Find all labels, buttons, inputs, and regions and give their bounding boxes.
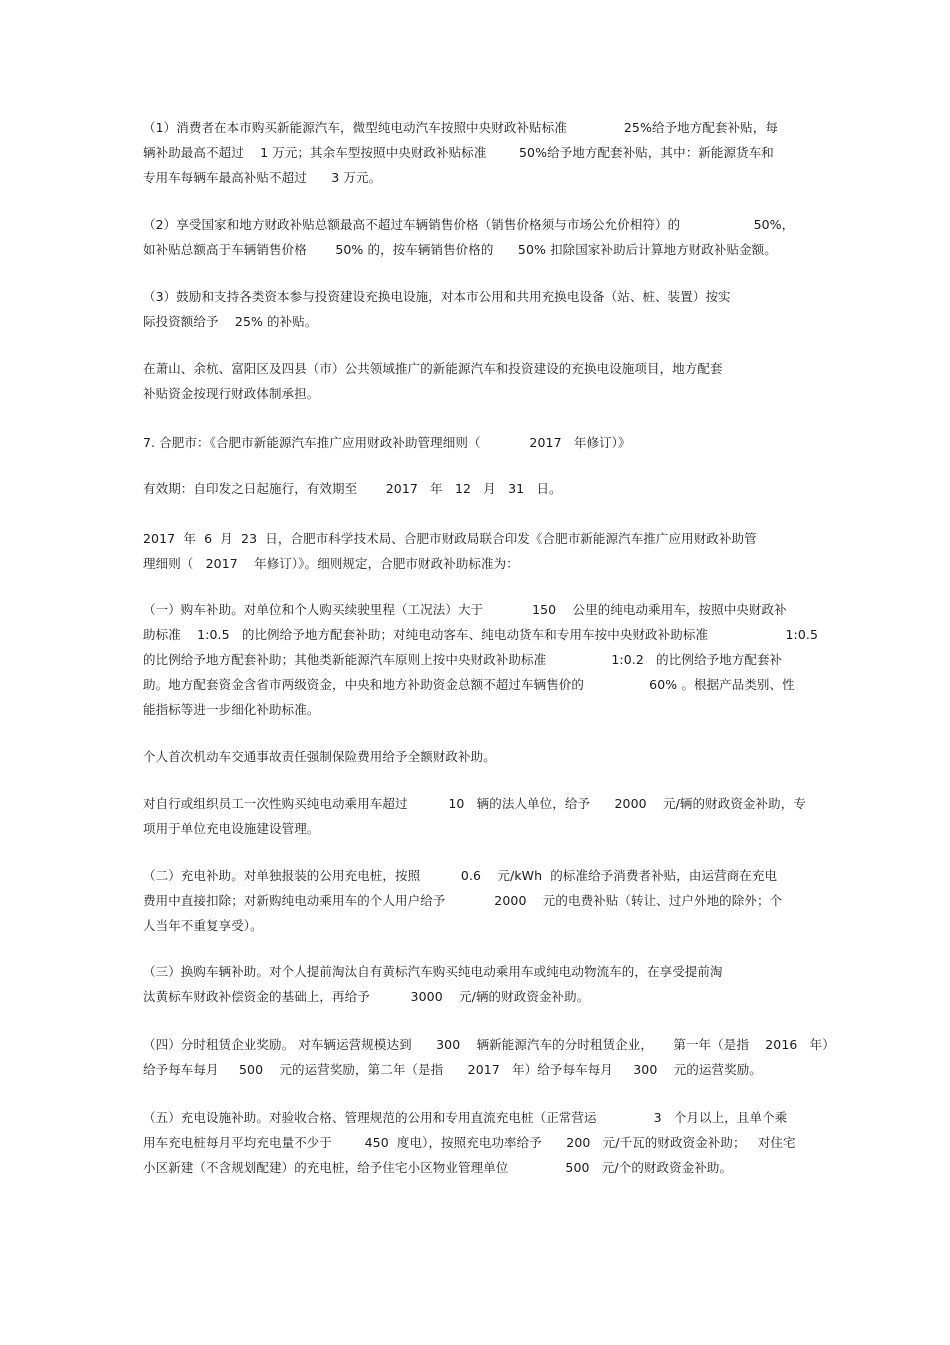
paragraph-issuance bbox=[143, 526, 813, 576]
paragraph-charging-investment bbox=[143, 284, 813, 334]
paragraph-hangzhou-purchase-subsidy bbox=[143, 115, 813, 190]
text-line: 际投资额给予 25% 的补贴。 bbox=[143, 314, 318, 329]
text-line: （1）消费者在本市购买新能源汽车，微型纯电动汽车按照中央财政补贴标准 25%给予地方配套补贴，每 bbox=[143, 120, 778, 135]
text-line: 助标准 1:0.5 的比例给予地方配套补助；对纯电动客车、纯电动货车和专用车按中央财政补助标准 1:0.5 bbox=[143, 627, 818, 642]
text-line: 如补贴总额高于车辆销售价格 50% 的，按车辆销售价格的 50% 扣除国家补助后计算地方财政补贴金额。 bbox=[143, 242, 777, 257]
text-line: 人当年不重复享受）。 bbox=[143, 918, 263, 933]
text-line: 7. 合肥市：《合肥市新能源汽车推广应用财政补助管理细则（ 2017 年修订）》 bbox=[143, 435, 631, 450]
text-line: （五）充电设施补助。对验收合格、管理规范的公用和专用直流充电桩（正常营运 3 个月以上，且单个乘 bbox=[143, 1110, 788, 1125]
paragraph-insurance-subsidy bbox=[143, 744, 813, 769]
text-line: 理细则（ 2017 年修订）》。细则规定，合肥市财政补助标准为： bbox=[143, 556, 519, 571]
text-line: （3）鼓励和支持各类资本参与投资建设充换电设施，对本市公用和共用充换电设备（站、桩、装置）按实 bbox=[143, 289, 731, 304]
paragraph-district-funding bbox=[143, 356, 813, 406]
text-line: 的比例给予地方配套补助；其他类新能源汽车原则上按中央财政补助标准 1:0.2 的比例给予地方配套补 bbox=[143, 652, 783, 667]
text-line: （三）换购车辆补助。对个人提前淘汰自有黄标汽车购买纯电动乘用车或纯电动物流车的，在享受提前淘 bbox=[143, 964, 723, 979]
text-line: 对自行或组织员工一次性购买纯电动乘用车超过 10 辆的法人单位，给予 2000 元/辆的财政资金补助，专 bbox=[143, 796, 806, 811]
text-line: 汰黄标车财政补偿资金的基础上，再给予 3000 元/辆的财政资金补助。 bbox=[143, 989, 590, 1004]
text-line: 项用于单位充电设施建设管理。 bbox=[143, 821, 320, 836]
paragraph-rental-reward bbox=[143, 1032, 835, 1082]
paragraph-charging-facility-subsidy bbox=[143, 1105, 813, 1180]
text-line: 个人首次机动车交通事故责任强制保险费用给予全额财政补助。 bbox=[143, 749, 496, 764]
paragraph-charging-subsidy bbox=[143, 863, 813, 938]
text-line: 补贴资金按现行财政体制承担。 bbox=[143, 386, 320, 401]
text-line: 费用中直接扣除；对新购纯电动乘用车的个人用户给予 2000 元的电费补贴（转让、过户外地的除外；个 bbox=[143, 893, 783, 908]
text-line: 给予每车每月 500 元的运营奖励，第二年（是指 2017 年）给予每车每月 300 元的运营奖励。 bbox=[143, 1062, 762, 1077]
text-line: 辆补助最高不超过 1 万元；其余车型按照中央财政补贴标准 50%给予地方配套补贴，其中：新能源货车和 bbox=[143, 145, 774, 160]
text-line: 有效期：自印发之日起施行，有效期至 2017 年 12 月 31 日。 bbox=[143, 481, 562, 496]
text-line: （一）购车补助。对单位和个人购买续驶里程（工况法）大于 150 公里的纯电动乘用车，按照中央财政补 bbox=[143, 602, 787, 617]
section-heading-hefei bbox=[143, 430, 813, 455]
text-line: （二）充电补助。对单独报装的公用充电桩，按照 0.6 元/kWh 的标准给予消费者补贴，由运营商在充电 bbox=[143, 868, 778, 883]
text-line: 能指标等进一步细化补助标准。 bbox=[143, 702, 320, 717]
paragraph-validity bbox=[143, 476, 813, 501]
paragraph-subsidy-cap bbox=[143, 212, 813, 262]
text-line: （2）享受国家和地方财政补贴总额最高不超过车辆销售价格（销售价格须与市场公允价相符）的 50%， bbox=[143, 217, 795, 232]
text-line: （四）分时租赁企业奖励。 对车辆运营规模达到 300 辆新能源汽车的分时租赁企业， 第一年（是指 2016 年） bbox=[143, 1037, 835, 1052]
paragraph-purchase-subsidy bbox=[143, 597, 818, 722]
text-line: 专用车每辆车最高补贴不超过 3 万元。 bbox=[143, 170, 382, 185]
text-line: 助。地方配套资金含省市两级资金，中央和地方补助资金总额不超过车辆售价的 60% 。根据产品类别、性 bbox=[143, 677, 795, 692]
text-line: 在萧山、余杭、富阳区及四县（市）公共领域推广的新能源汽车和投资建设的充换电设施项目，地方配套 bbox=[143, 361, 723, 376]
text-line: 2017 年 6 月 23 日，合肥市科学技术局、合肥市财政局联合印发《合肥市新能源汽车推广应用财政补助管 bbox=[143, 531, 757, 546]
paragraph-employer-subsidy bbox=[143, 791, 813, 841]
paragraph-replacement-subsidy bbox=[143, 959, 813, 1009]
text-line: 用车充电桩每月平均充电量不少于 450 度电），按照充电功率给予 200 元/千瓦的财政资金补助； 对住宅 bbox=[143, 1135, 796, 1150]
text-line: 小区新建（不含规划配建）的充电桩，给予住宅小区物业管理单位 500 元/个的财政资金补助。 bbox=[143, 1160, 733, 1175]
